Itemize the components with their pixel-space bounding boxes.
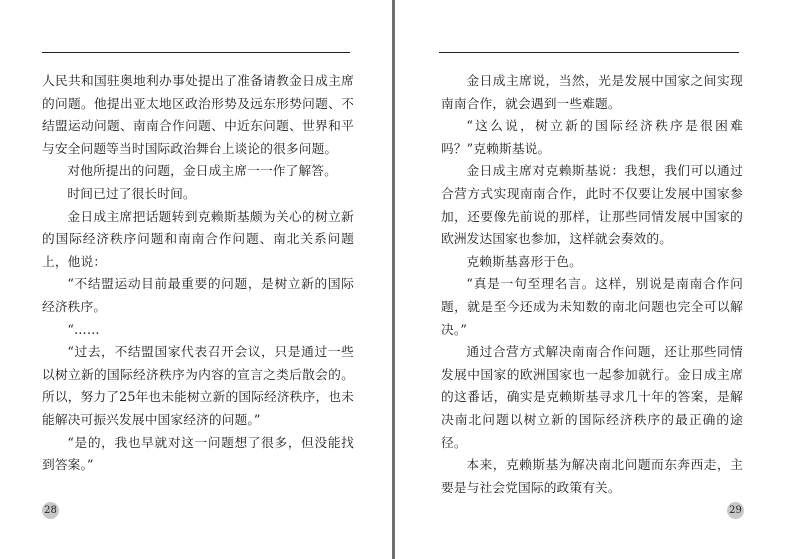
- page-number: 29: [727, 502, 744, 519]
- body-text: [42, 70, 354, 477]
- paragraph: 金日成主席说，当然，光是发展中国家之间实现南南合作，就会遇到一些难题。: [441, 73, 743, 111]
- paragraph: 本来，克赖斯基为解决南北问题而东奔西走，主要是与社会党国际的政策有关。: [441, 457, 743, 495]
- paragraph: 克赖斯基喜形于色。: [466, 253, 582, 269]
- paragraph: 金日成主席把话题转到克赖斯基颇为关心的树立新的国际经济秩序问题和南南合作问题、南北关系问题上，他说：: [42, 208, 354, 269]
- paragraph: “这么说，树立新的国际经济秩序是很困难吗？”克赖斯基说。: [441, 118, 743, 156]
- header-rule: [42, 52, 350, 53]
- paragraph: “不结盟运动目前最重要的问题，是树立新的国际经济秩序。: [42, 276, 354, 314]
- page-number: 28: [42, 502, 59, 519]
- paragraph: “过去，不结盟国家代表召开会议，只是通过一些以树立新的国际经济秩序为内容的宣言之类后散会的。所以，努力了25年也未能树立新的国际经济秩序，也未能解决可振兴发展中国家经济的问题。”: [42, 344, 354, 427]
- paragraph: “真是一句至理名言。这样，别说是南南合作问题，就是至今还成为未知数的南北问题也完全可以解决。”: [441, 276, 743, 337]
- paragraph: 时间已过了很长时间。: [67, 185, 196, 201]
- paragraph: “是的，我也早就对这一问题想了很多，但没能找到答案。”: [42, 434, 354, 473]
- paragraph: 人民共和国驻奥地利办事处提出了准备请教金日成主席的问题。他提出亚太地区政治形势及远东形势问题、不结盟运动问题、南南合作问题、中近东问题、世界和平与安全问题等当时国际政治舞台上谈论的很多问题。: [42, 73, 354, 156]
- paragraph: 通过合营方式解决南南合作问题，还让那些同情发展中国家的欧洲国家也一起参加就行。金日成主席的这番话，确实是克赖斯基寻求几十年的答案，是解决南北问题以树立新的国际经济秩序的最正确的途径。: [441, 344, 743, 450]
- left-page: [0, 0, 392, 559]
- right-page: [395, 0, 787, 559]
- header-rule: [439, 52, 739, 53]
- paragraph: 对他所提出的问题，金日成主席一一作了解答。: [67, 163, 337, 179]
- paragraph: “……: [67, 321, 100, 337]
- body-text: [441, 70, 743, 499]
- paragraph: 金日成主席对克赖斯基说：我想，我们可以通过合营方式实现南南合作，此时不仅要让发展中国家参加，还要像先前说的那样，让那些同情发展中国家的欧洲发达国家也参加，这样就会奏效的。: [441, 163, 743, 247]
